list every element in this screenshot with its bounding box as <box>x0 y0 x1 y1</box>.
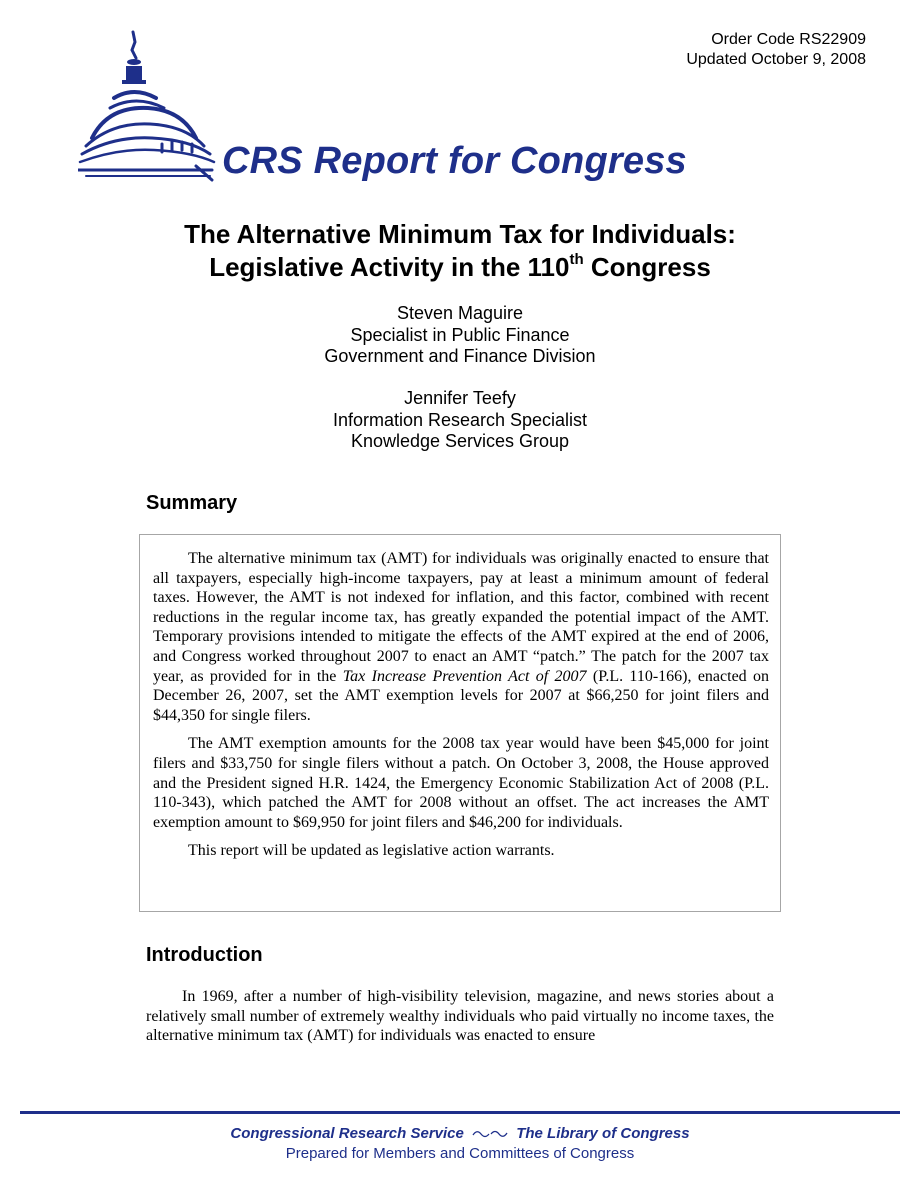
capitol-dome-logo-icon <box>78 28 218 184</box>
summary-paragraph-2: The AMT exemption amounts for the 2008 tax year would have been $45,000 for joint filers and $33,750 for single filers without a patch. On October 3, 2008, the House approved and the President signed H.R. 1424, the Emergency Economic Stabilization Act of 2008 (P.L. 110-343), which patched the AMT for 2008 without an offset. The act increases the AMT exemption amount to $69,950 for joint filers and $46,200 for individuals. <box>153 735 769 831</box>
ornament-icon <box>468 1125 516 1142</box>
summary-p1-part-a: The alternative minimum tax (AMT) for individuals was originally enacted to ensure that all taxpayers, especially high-income taxpayers, pay at least a minimum amount of federal taxes. However, the AMT is not indexed for inflation, and this factor, combined with recent reductions in the regular income tax, has greatly expanded the potential impact of the AMT. Temporary provisions intended to mitigate the effects of the AMT expired at the end of 2006, and Congress worked throughout 2007 to enact an AMT “patch.” The patch for the 2007 tax year, as provided for in the <box>153 550 769 685</box>
order-code: Order Code RS22909 <box>711 31 866 48</box>
report-title <box>0 218 920 284</box>
author-name: Steven Maguire <box>396 303 524 323</box>
author-block-1 <box>0 303 920 368</box>
author-division: Knowledge Services Group <box>350 431 570 451</box>
introduction-text <box>146 987 774 1046</box>
author-block-2 <box>0 388 920 453</box>
author-name: Jennifer Teefy <box>404 388 516 408</box>
author-role: Information Research Specialist <box>332 409 588 430</box>
author-division: Government and Finance Division <box>324 346 596 366</box>
title-line-2-text: Legislative Activity in the 110 <box>209 252 570 282</box>
summary-paragraph-1 <box>153 549 769 725</box>
footer-crs: Congressional Research Service <box>230 1125 464 1142</box>
summary-text <box>153 549 769 870</box>
title-line-2-end: Congress <box>583 252 711 282</box>
footer-prepared-line: Prepared for Members and Committees of Congress <box>285 1145 635 1162</box>
footer-rule <box>20 1111 900 1114</box>
summary-box <box>139 534 781 912</box>
author-role: Specialist in Public Finance <box>350 324 570 345</box>
summary-paragraph-3: This report will be updated as legislative action warrants. <box>188 842 555 860</box>
act-title-italic: Tax Increase Prevention Act of 2007 <box>342 667 587 685</box>
title-line-2 <box>0 251 920 284</box>
footer-loc: The Library of Congress <box>516 1125 690 1142</box>
introduction-paragraph-1: In 1969, after a number of high-visibility television, magazine, and news stories about a relatively small number of extremely wealthy individuals who paid virtually no income taxes, the alternative minimum tax (AMT) for individuals was enacted to ensure <box>146 988 774 1045</box>
introduction-heading: Introduction <box>146 944 263 966</box>
title-line-1: The Alternative Minimum Tax for Individuals: <box>184 219 736 249</box>
order-code-block <box>686 30 866 70</box>
footer-credit-line <box>0 1125 920 1142</box>
updated-date: Updated October 9, 2008 <box>686 51 866 68</box>
crs-report-wordmark: CRS Report for Congress <box>222 140 687 182</box>
title-superscript: th <box>569 251 584 269</box>
summary-heading: Summary <box>146 492 238 514</box>
summary-p1-part-b: (P.L. 110-166), enacted on December 26, 2007, set the AMT exemption levels for 2007 at $66,250 for joint filers and $44,350 for single filers. <box>153 667 770 724</box>
